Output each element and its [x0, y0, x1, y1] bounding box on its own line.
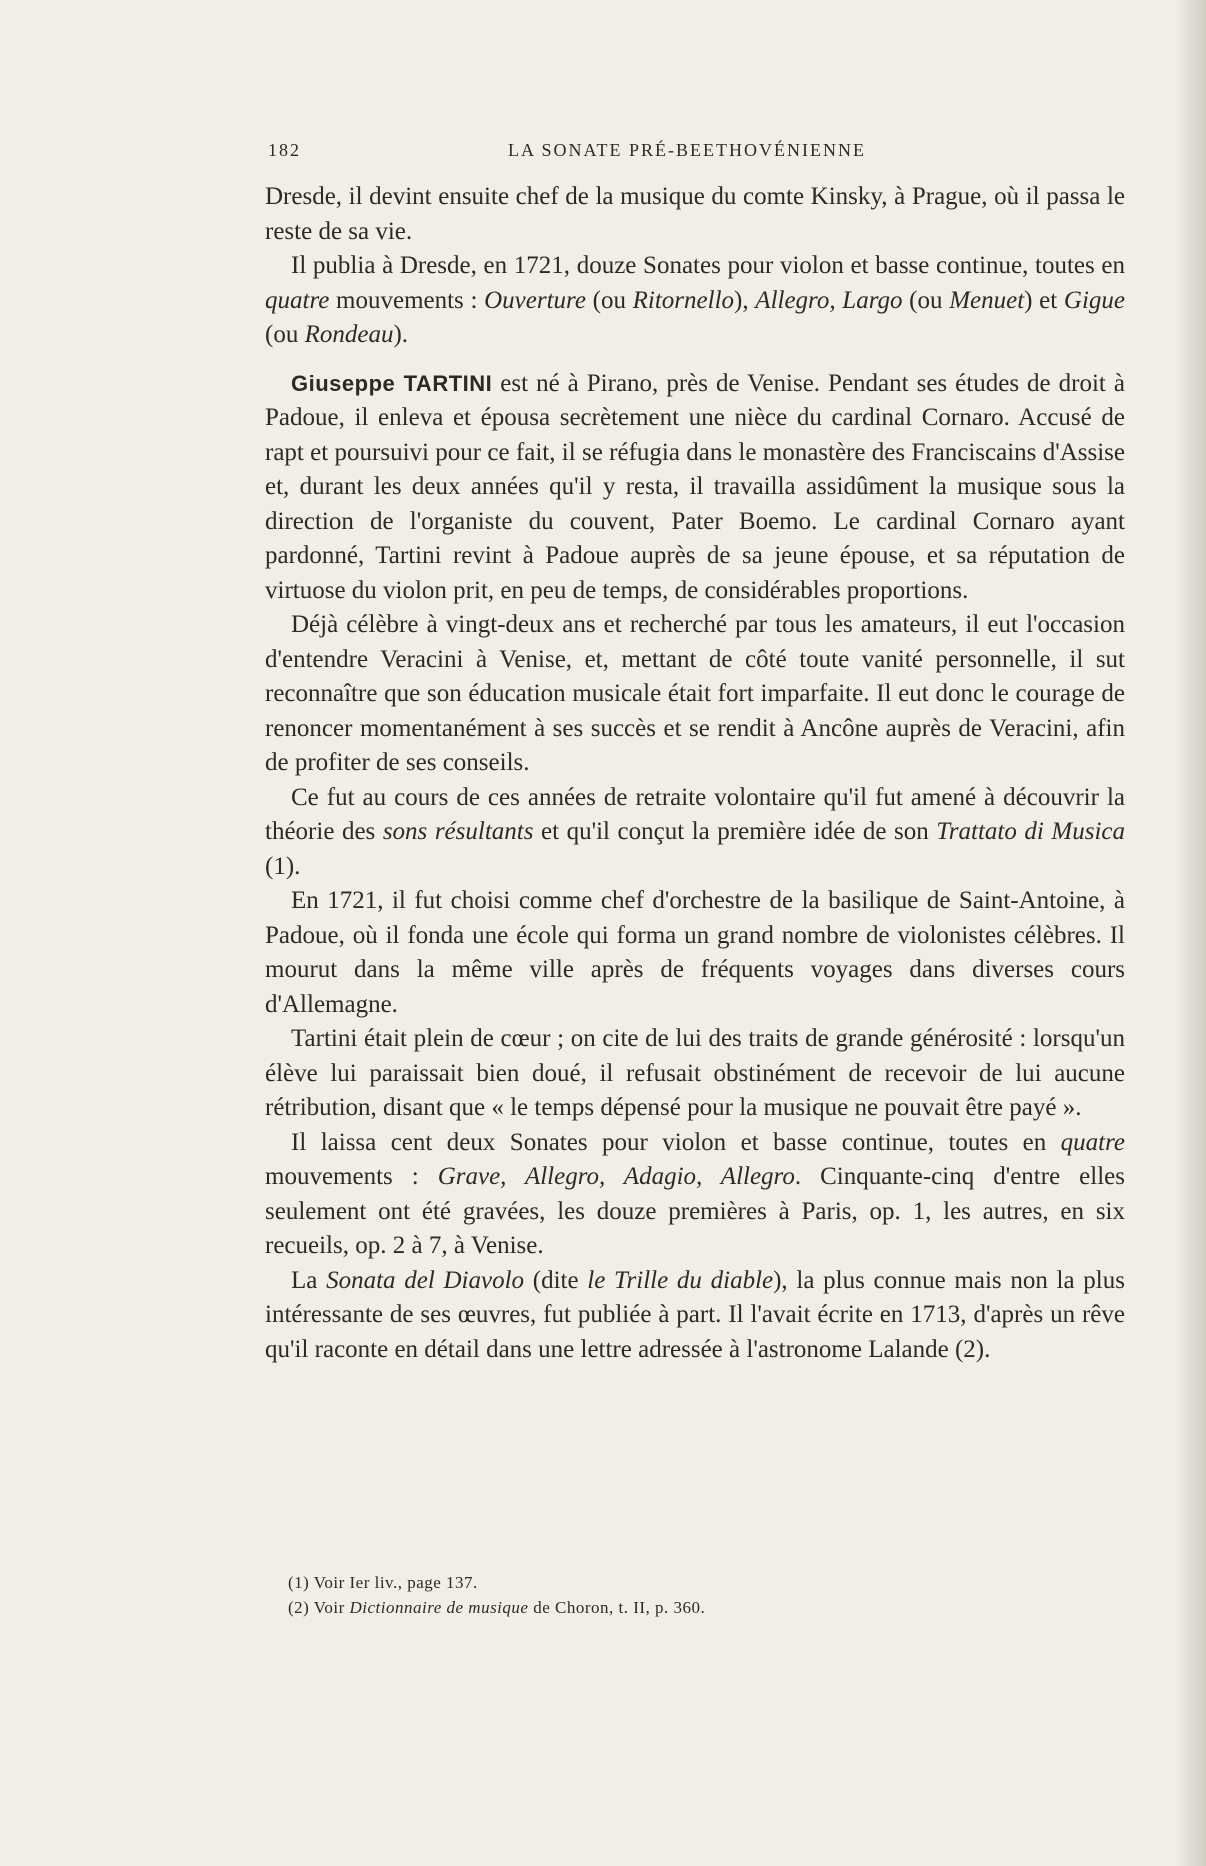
- italic-term: Trattato di Musica: [936, 818, 1125, 845]
- paragraph-text: En 1721, il fut choisi comme chef d'orchestre de la basilique de Saint-Antoine, à Padoue, où il fonda une école qui forma un grand nombre de violonistes célèbres. Il mourut dans la même ville après de fréquents voyages dans diverses cours d'Allemagne.: [265, 887, 1125, 1018]
- paragraph-text: Tartini était plein de cœur ; on cite de lui des traits de grande générosité : lorsqu'un élève lui paraissait bien doué, il refusait obstinément de recevoir de lui aucune rétribution, disant que « le temps dépensé pour la musique ne pouvait être payé ».: [265, 1025, 1125, 1121]
- italic-term: Sonata del Diavolo: [326, 1266, 525, 1294]
- text-run: mouvements :: [265, 1163, 438, 1190]
- italic-term: le Trille du diable: [587, 1266, 774, 1294]
- paragraph-3: [265, 367, 1125, 609]
- paragraph-1: [265, 180, 1125, 249]
- page-number: 182: [268, 140, 301, 160]
- text-run: Il publia à Dresde, en 1721, douze Sonates pour violon et basse continue, toutes en: [291, 252, 1125, 279]
- text-run: (ou: [585, 286, 633, 314]
- paragraph-7: [265, 1022, 1125, 1126]
- text-run: Ce fut au cours de ces années de retraite volontaire qu'il fut amené à découvrir la théorie des: [265, 783, 1125, 845]
- italic-term: Ritornello: [632, 286, 735, 314]
- italic-term: Gigue: [1063, 286, 1126, 314]
- body-text: [265, 180, 1125, 1367]
- text-run: (2) Voir: [288, 1598, 350, 1617]
- footnote-text: (1) Voir Ier liv., page 137.: [288, 1573, 478, 1592]
- text-run: mouvements :: [329, 286, 485, 314]
- italic-term: Dictionnaire de musique: [349, 1598, 529, 1617]
- text-run: La: [291, 1266, 327, 1294]
- footnote-1: [288, 1570, 1088, 1595]
- text-run: (dite: [524, 1266, 588, 1294]
- italic-term: quatre: [265, 286, 330, 314]
- page-edge-shadow: [1176, 0, 1206, 1866]
- running-title: LA SONATE PRÉ-BEETHOVÉNIENNE: [508, 140, 866, 160]
- composer-name: Giuseppe TARTINI: [291, 370, 493, 396]
- text-run: Il laissa cent deux Sonates pour violon et basse continue, toutes en: [291, 1128, 1061, 1156]
- italic-term: Grave, Allegro, Adagio, Allegro: [437, 1163, 795, 1190]
- italic-term: Menuet: [949, 286, 1025, 314]
- italic-term: Rondeau: [304, 321, 394, 348]
- text-run: ), la plus connue mais non la plus intéressante de ses œuvres, fut publiée à part. Il l'avait écrite en 1713, d'après un rêve qu'il raconte en détail dans une lettre adressée à l'astronome Lalande (2).: [265, 1266, 1125, 1363]
- text-run: (1).: [265, 852, 301, 880]
- running-header: [268, 140, 880, 166]
- paragraph-5: [265, 781, 1125, 885]
- footnotes: [288, 1570, 1088, 1620]
- footnote-2: [288, 1595, 1088, 1620]
- paragraph-8: [265, 1126, 1125, 1264]
- paragraph-text: est né à Pirano, près de Venise. Pendant ses études de droit à Padoue, il enleva et épousa secrètement une nièce du cardinal Cornaro. Accusé de rapt et poursuivi pour ce fait, il se réfugia dans le monastère des Franciscains d'Assise et, durant les deux années qu'il y resta, il travailla assidûment la musique sous la direction de l'organiste du couvent, Pater Boemo. Le cardinal Cornaro ayant pardonné, Tartini revint à Padoue auprès de sa jeune épouse, et sa réputation de virtuose du violon prit, en peu de temps, de considérables proportions.: [265, 369, 1125, 604]
- text-run: de Choron, t. II, p. 360.: [528, 1598, 706, 1617]
- italic-term: Allegro, Largo: [755, 286, 903, 314]
- paragraph-4: [265, 608, 1125, 781]
- italic-term: sons résultants: [382, 818, 534, 845]
- text-run: (ou: [265, 321, 305, 348]
- text-run: et qu'il conçut la première idée de son: [533, 818, 937, 845]
- paragraph-9: [265, 1264, 1125, 1368]
- text-run: (ou: [902, 286, 950, 314]
- italic-term: Ouverture: [484, 286, 586, 314]
- paragraph-text: Déjà célèbre à vingt-deux ans et recherché par tous les amateurs, il eut l'occasion d'entendre Veracini à Venise, et, mettant de côté toute vanité personnelle, il sut reconnaître que son éducation musicale était fort imparfaite. Il eut donc le courage de renoncer momentanément à ses succès et se rendit à Ancône auprès de Veracini, afin de profiter de ses conseils.: [265, 611, 1125, 776]
- italic-term: quatre: [1060, 1128, 1125, 1156]
- text-run: ),: [734, 286, 756, 314]
- paragraph-text: Dresde, il devint ensuite chef de la musique du comte Kinsky, à Prague, où il passa le reste de sa vie.: [265, 183, 1125, 245]
- text-run: ) et: [1024, 286, 1064, 314]
- paragraph-6: [265, 884, 1125, 1022]
- text-run: ).: [393, 321, 409, 348]
- paragraph-2: [265, 249, 1125, 353]
- text-run: . Cinquante-cinq d'entre elles seulement ont été gravées, les douze premières à Paris, op. 1, les autres, en six recueils, op. 2 à 7, à Venise.: [265, 1163, 1125, 1259]
